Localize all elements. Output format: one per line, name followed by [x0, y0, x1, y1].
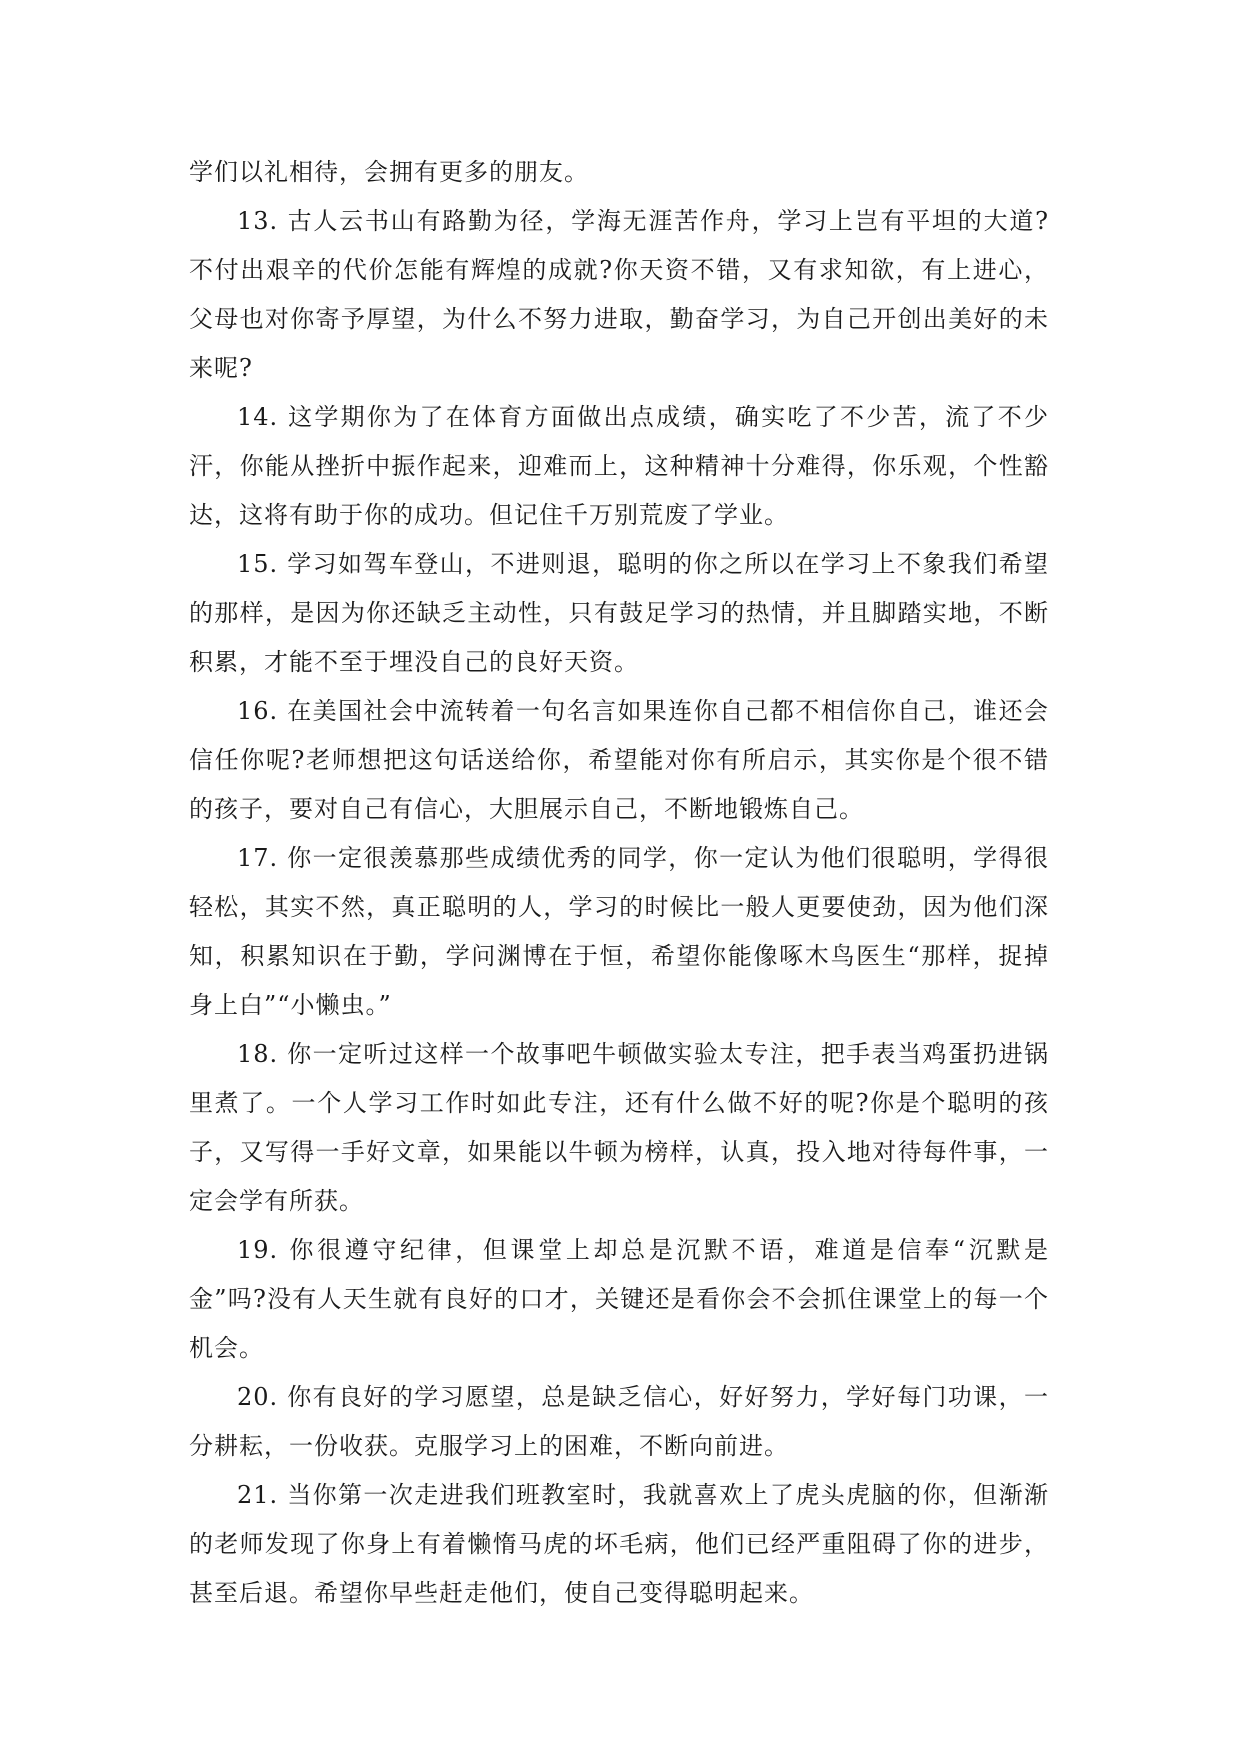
paragraph-item-14: 14. 这学期你为了在体育方面做出点成绩，确实吃了不少苦，流了不少汗，你能从挫折中振作起来，迎难而上，这种精神十分难得，你乐观，个性豁达，这将有助于你的成功。但记住千万别荒废了学业。 — [189, 403, 1049, 529]
paragraph-item-19: 19. 你很遵守纪律，但课堂上却总是沉默不语，难道是信奉“沉默是金”吗?没有人天生就有良好的口才，关键还是看你会不会抓住课堂上的每一个机会。 — [189, 1236, 1049, 1362]
paragraph-item-20: 20. 你有良好的学习愿望，总是缺乏信心，好好努力，学好每门功课，一分耕耘，一份收获。克服学习上的困难，不断向前进。 — [189, 1383, 1049, 1460]
paragraph-item-16: 16. 在美国社会中流转着一句名言如果连你自己都不相信你自己，谁还会信任你呢?老师想把这句话送给你，希望能对你有所启示，其实你是个很不错的孩子，要对自己有信心，大胆展示自己，不断地锻炼自己。 — [189, 697, 1049, 823]
paragraph-continuation: 学们以礼相待，会拥有更多的朋友。 — [189, 158, 589, 186]
document-body — [189, 148, 1049, 1618]
paragraph-item-15: 15. 学习如驾车登山，不进则退，聪明的你之所以在学习上不象我们希望的那样，是因为你还缺乏主动性，只有鼓足学习的热情，并且脚踏实地，不断积累，才能不至于埋没自己的良好天资。 — [189, 550, 1049, 676]
paragraph-item-18: 18. 你一定听过这样一个故事吧牛顿做实验太专注，把手表当鸡蛋扔进锅里煮了。一个人学习工作时如此专注，还有什么做不好的呢?你是个聪明的孩子，又写得一手好文章，如果能以牛顿为榜样，认真，投入地对待每件事，一定会学有所获。 — [189, 1040, 1049, 1215]
paragraph-item-21: 21. 当你第一次走进我们班教室时，我就喜欢上了虎头虎脑的你，但渐渐的老师发现了你身上有着懒惰马虎的坏毛病，他们已经严重阻碍了你的进步，甚至后退。希望你早些赶走他们，使自己变得聪明起来。 — [189, 1481, 1049, 1607]
paragraph-item-13: 13. 古人云书山有路勤为径，学海无涯苦作舟，学习上岂有平坦的大道?不付出艰辛的代价怎能有辉煌的成就?你天资不错，又有求知欲，有上进心，父母也对你寄予厚望，为什么不努力进取，勤奋学习，为自己开创出美好的未来呢? — [189, 207, 1049, 382]
paragraph-item-17: 17. 你一定很羡慕那些成绩优秀的同学，你一定认为他们很聪明，学得很轻松，其实不然，真正聪明的人，学习的时候比一般人更要使劲，因为他们深知，积累知识在于勤，学问渊博在于恒，希望你能像啄木鸟医生“那样，捉掉身上白”“小懒虫。” — [189, 844, 1049, 1019]
